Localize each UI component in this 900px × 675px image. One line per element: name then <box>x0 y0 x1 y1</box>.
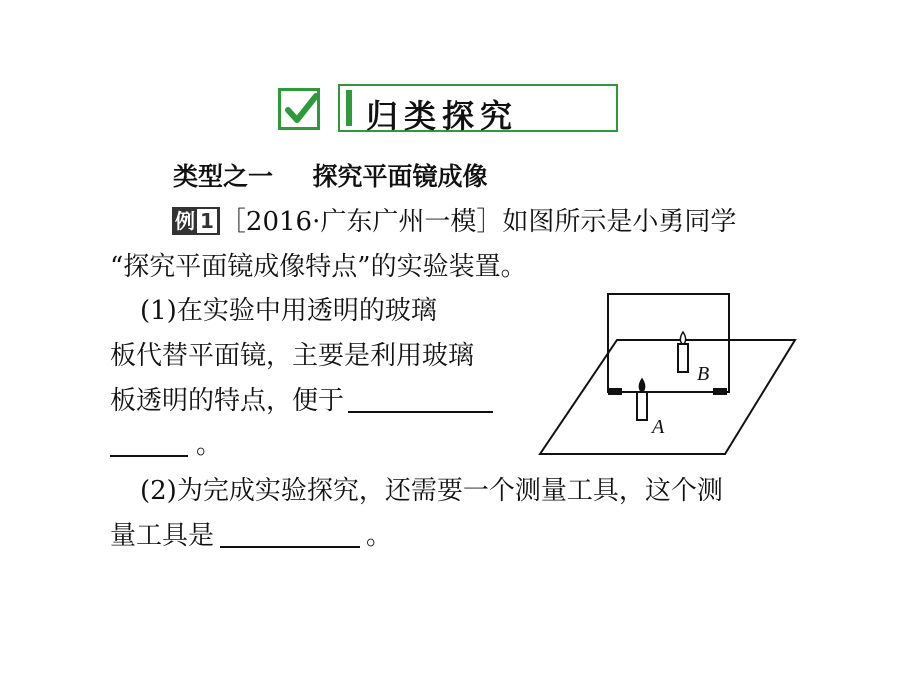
example-line-1 <box>172 205 736 239</box>
q2-line-1: (2)为完成实验探究，还需要一个测量工具，这个测 <box>140 476 723 506</box>
label-b: B <box>697 363 710 385</box>
candle-a-flame <box>639 379 644 392</box>
example-source: ［2016·广东广州一模］ <box>219 207 503 237</box>
q1-line-4: 。 <box>110 428 222 462</box>
q1-line-1: (1)在实验中用透明的玻璃 <box>140 296 437 326</box>
label-a: A <box>652 416 665 438</box>
clamp-right <box>713 388 727 395</box>
heading-topic: 探究平面镜成像 <box>312 162 488 191</box>
q1-line-3: 板透明的特点，便于 <box>110 384 493 418</box>
q1-line-2: 板代替平面镜，主要是利用玻璃 <box>110 341 475 371</box>
example-line-2: “探究平面镜成像特点”的实验装置。 <box>110 252 527 282</box>
banner-title: 归类探究 <box>366 97 519 135</box>
example-intro: 如图所示是小勇同学 <box>502 207 737 237</box>
example-tag: 例 1 <box>172 207 220 235</box>
experiment-figure <box>535 288 800 462</box>
banner-accent-bar <box>346 90 352 126</box>
candle-a <box>637 392 647 420</box>
candle-b-flame <box>680 332 685 344</box>
glass-plate <box>608 294 729 392</box>
q1-answer-blank-2[interactable] <box>110 429 188 457</box>
green-check-icon <box>278 88 320 130</box>
q2-answer-blank[interactable] <box>220 520 360 548</box>
section-banner <box>278 84 618 134</box>
q2-line-2: 量工具是 。 <box>110 521 393 551</box>
base-plane <box>540 340 795 454</box>
q1-answer-blank-1[interactable] <box>348 385 493 413</box>
banner-title-box <box>338 84 618 135</box>
heading-type: 类型之一 <box>173 162 274 191</box>
clamp-left <box>608 388 622 395</box>
section-heading <box>173 160 487 194</box>
candle-b <box>678 344 688 372</box>
